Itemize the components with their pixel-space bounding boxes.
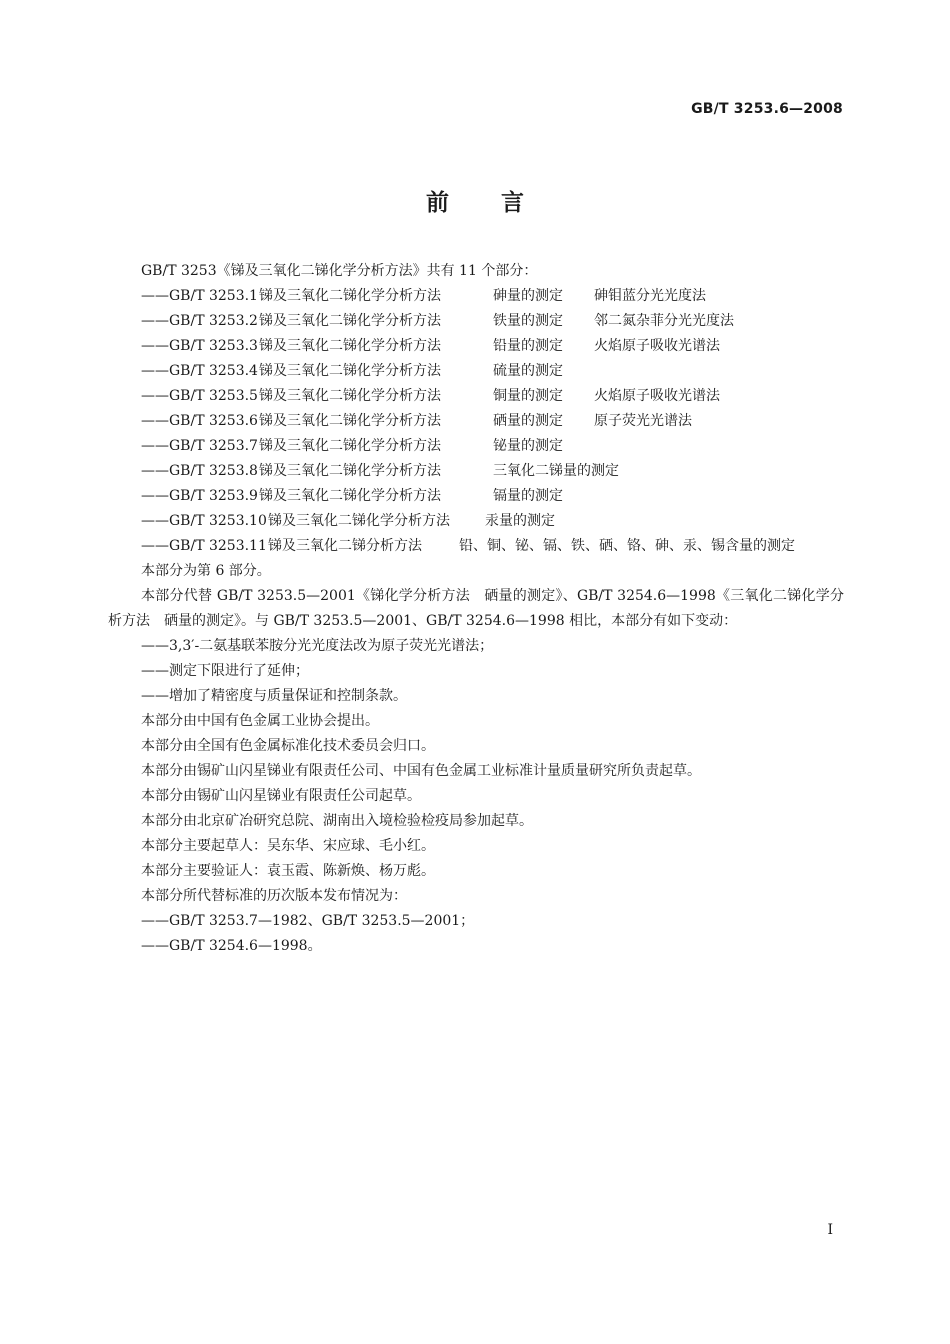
part-code: ——GB/T 3253.10	[141, 513, 267, 529]
part-list-item	[108, 409, 844, 434]
part-code: ——GB/T 3253.7	[141, 438, 258, 454]
statement: 本部分主要验证人：袁玉霞、陈新焕、杨万彪。	[141, 863, 435, 879]
statement: 本部分由全国有色金属标准化技术委员会归口。	[141, 738, 435, 754]
statement: 本部分由锡矿山闪星锑业有限责任公司、中国有色金属工业标准计量质量研究所负责起草。	[141, 763, 701, 779]
part-series: 锑及三氧化二锑化学分析方法	[259, 463, 441, 479]
part-code: ——GB/T 3253.11	[141, 538, 267, 554]
foreword-body	[108, 259, 844, 959]
part-series: 锑及三氧化二锑化学分析方法	[259, 438, 441, 454]
part-list-item	[108, 359, 844, 384]
part-code: ——GB/T 3253.1	[141, 288, 258, 304]
part-list-item	[108, 284, 844, 309]
part-item: 铅、铜、铋、镉、铁、硒、铬、砷、汞、锡含量的测定	[459, 538, 795, 554]
part-list-item	[108, 509, 844, 534]
standard-code-header: GB/T 3253.6—2008	[691, 101, 843, 117]
part-item: 砷量的测定	[493, 288, 563, 304]
part-code: ——GB/T 3253.9	[141, 488, 258, 504]
part-series: 锑及三氧化二锑化学分析方法	[259, 488, 441, 504]
part-code: ——GB/T 3253.3	[141, 338, 258, 354]
part-list-item	[108, 384, 844, 409]
part-item: 铜量的测定	[493, 388, 563, 404]
part-code: ——GB/T 3253.5	[141, 388, 258, 404]
part-item: 汞量的测定	[485, 513, 555, 529]
statement: 本部分所代替标准的历次版本发布情况为：	[141, 888, 407, 904]
change-item: ——测定下限进行了延伸；	[141, 663, 309, 679]
part-series: 锑及三氧化二锑化学分析方法	[259, 338, 441, 354]
part-list-item	[108, 334, 844, 359]
part-code: ——GB/T 3253.8	[141, 463, 258, 479]
part-method: 火焰原子吸收光谱法	[594, 388, 720, 404]
part-series: 锑及三氧化二锑化学分析方法	[259, 388, 441, 404]
intro-paragraph: GB/T 3253《锑及三氧化二锑化学分析方法》共有 11 个部分：	[141, 263, 538, 279]
part-list-item	[108, 434, 844, 459]
part-item: 硒量的测定	[493, 413, 563, 429]
part-item: 镉量的测定	[493, 488, 563, 504]
part-item: 硫量的测定	[493, 363, 563, 379]
part-method: 砷钼蓝分光光度法	[594, 288, 706, 304]
page-number: I	[827, 1222, 833, 1238]
replacement-paragraph: 本部分代替 GB/T 3253.5—2001《锑化学分析方法 硒量的测定》、GB/T 3254.6—1998《三氧化二锑化学分析方法 硒量的测定》。与 GB/T 3253.5—2001、GB/T 3254.6—1998 相比，本部分有如下变动：	[108, 588, 844, 629]
part-series: 锑及三氧化二锑化学分析方法	[268, 513, 450, 529]
history-item: ——GB/T 3253.7—1982、GB/T 3253.5—2001；	[141, 913, 475, 929]
part-item: 铅量的测定	[493, 338, 563, 354]
part-series: 锑及三氧化二锑化学分析方法	[259, 313, 441, 329]
change-item: ——3,3′-二氨基联苯胺分光光度法改为原子荧光光谱法；	[141, 638, 494, 654]
part-list-item	[108, 459, 844, 484]
part-number-note: 本部分为第 6 部分。	[141, 563, 271, 579]
part-series: 锑及三氧化二锑化学分析方法	[259, 413, 441, 429]
part-code: ——GB/T 3253.4	[141, 363, 258, 379]
part-series: 锑及三氧化二锑化学分析方法	[259, 288, 441, 304]
part-method: 邻二氮杂菲分光光度法	[594, 313, 734, 329]
part-item: 三氧化二锑量的测定	[493, 463, 619, 479]
part-series: 锑及三氧化二锑化学分析方法	[259, 363, 441, 379]
statement: 本部分主要起草人：吴东华、宋应球、毛小红。	[141, 838, 435, 854]
change-item: ——增加了精密度与质量保证和控制条款。	[141, 688, 407, 704]
statement: 本部分由北京矿冶研究总院、湖南出入境检验检疫局参加起草。	[141, 813, 533, 829]
statement: 本部分由锡矿山闪星锑业有限责任公司起草。	[141, 788, 421, 804]
part-item: 铁量的测定	[493, 313, 563, 329]
part-item: 铋量的测定	[493, 438, 563, 454]
part-list-item	[108, 484, 844, 509]
part-code: ——GB/T 3253.6	[141, 413, 258, 429]
history-item: ——GB/T 3254.6—1998。	[141, 938, 322, 954]
part-list-item	[108, 534, 844, 559]
page-title: 前言	[426, 190, 576, 216]
part-method: 原子荧光光谱法	[594, 413, 692, 429]
part-list-item	[108, 309, 844, 334]
part-code: ——GB/T 3253.2	[141, 313, 258, 329]
statement: 本部分由中国有色金属工业协会提出。	[141, 713, 379, 729]
part-method: 火焰原子吸收光谱法	[594, 338, 720, 354]
part-series: 锑及三氧化二锑分析方法	[268, 538, 422, 554]
